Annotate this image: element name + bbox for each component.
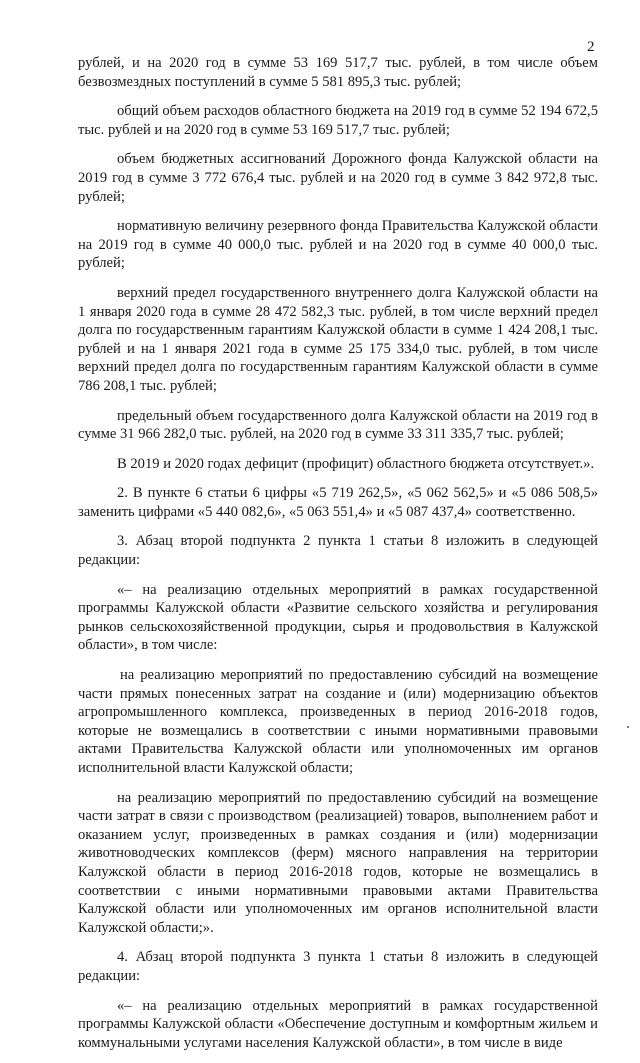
scan-speck (627, 726, 629, 728)
paragraph-reserve-fund: нормативную величину резервного фонда Правительства Калужской области на 2019 год в сумме 40 000,0 тыс. рублей и на 2020 год в сумме 40 000,0 тыс. рублей; (78, 218, 598, 272)
page-number: 2 (587, 39, 595, 55)
paragraph-debt-upper-limit: верхний предел государственного внутреннего долга Калужской области на 1 января 2020 года в сумме 28 472 582,3 тыс. рублей, в том числе верхний предел долга по государственным гарантиям Калужской области в сумме 1 424 208,1 тыс. рублей и на 1 января 2021 года в сумме 25 175 334,0 тыс. рублей, в том числе верхний предел долга по государственным гарантиям Калужской области в сумме 786 208,1 тыс. рублей; (78, 284, 598, 394)
paragraph-item-2: 2. В пункте 6 статьи 6 цифры «5 719 262,5», «5 062 562,5» и «5 086 508,5» заменить цифрами «5 440 082,6», «5 063 551,4» и «5 087 437,4» соответственно. (78, 485, 598, 520)
paragraph-agriculture-program: «– на реализацию отдельных мероприятий в рамках государственной программы Калужской области «Развитие сельского хозяйства и регулирования рынков сельскохозяйственной продукции, сырья и продовольствия в Калужской области», в том числе: (78, 581, 598, 654)
paragraph-agro-subsidies: на реализацию мероприятий по предоставлению субсидий на возмещение части прямых понесенных затрат на создание и (или) модернизацию объектов агропромышленного комплекса, произведенных в период 2016-2018 годов, которые не возмещались в соответствии с иными нормативными правовыми актами Правительства Калужской области или уполномоченных им органов исполнительной власти Калужской области; (78, 667, 598, 776)
paragraph-housing-program: «– на реализацию отдельных мероприятий в рамках государственной программы Калужской области «Обеспечение доступным и комфортным жильем и коммунальными услугами населения Калужской области», в том числе в виде (78, 997, 598, 1051)
paragraph-item-3: 3. Абзац второй подпункта 2 пункта 1 статьи 8 изложить в следующей редакции: (78, 533, 598, 569)
paragraph-item-4: 4. Абзац второй подпункта 3 пункта 1 статьи 8 изложить в следующей редакции: (78, 949, 598, 984)
document-body (78, 54, 598, 1063)
paragraph-deficit: В 2019 и 2020 годах дефицит (профицит) областного бюджета отсутствует.». (117, 455, 595, 472)
paragraph-livestock-subsidies: на реализацию мероприятий по предоставлению субсидий на возмещение части затрат в связи с производством (реализацией) товаров, выполнением работ и оказанием услуг, произведенных в рамках создания и (или) модернизации животноводческих комплексов (ферм) мясного направления на территории Калужской области в период 2016-2018 годов, которые не возмещались в соответствии с иными нормативными правовыми актами Правительства Калужской области или уполномоченных им органов исполнительной власти Калужской области;». (78, 789, 598, 936)
paragraph-debt-maximum: предельный объем государственного долга Калужской области на 2019 год в сумме 31 966 282,0 тыс. рублей, на 2020 год в сумме 33 311 335,7 тыс. рублей; (78, 407, 598, 443)
paragraph-revenue-continuation: рублей, и на 2020 год в сумме 53 169 517,7 тыс. рублей, в том числе объем безвозмездных поступлений в сумме 5 581 895,3 тыс. рублей; (78, 55, 598, 90)
paragraph-total-expenditures: общий объем расходов областного бюджета на 2019 год в сумме 52 194 672,5 тыс. рублей и на 2020 год в сумме 53 169 517,7 тыс. рублей; (78, 103, 598, 138)
paragraph-road-fund: объем бюджетных ассигнований Дорожного фонда Калужской области на 2019 год в сумме 3 772 676,4 тыс. рублей и на 2020 год в сумме 3 842 972,8 тыс. рублей; (78, 151, 598, 205)
